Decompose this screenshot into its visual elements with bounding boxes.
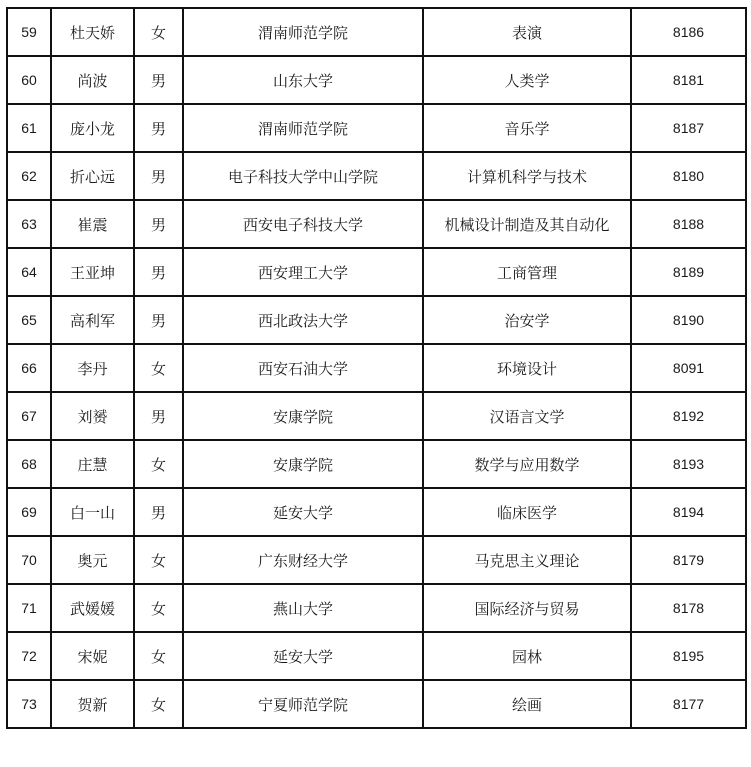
table-row: [7, 200, 746, 248]
gender: 女: [134, 584, 183, 632]
student-name: 贺新: [51, 680, 134, 728]
table-row: [7, 488, 746, 536]
school: 宁夏师范学院: [183, 680, 423, 728]
table-row: [7, 584, 746, 632]
student-name: 庄慧: [51, 440, 134, 488]
school: 西安石油大学: [183, 344, 423, 392]
school: 广东财经大学: [183, 536, 423, 584]
student-name: 尚波: [51, 56, 134, 104]
table-row: [7, 152, 746, 200]
code: 8186: [631, 8, 746, 56]
student-name: 白一山: [51, 488, 134, 536]
row-number: 70: [7, 536, 51, 584]
row-number: 73: [7, 680, 51, 728]
row-number: 64: [7, 248, 51, 296]
row-number: 67: [7, 392, 51, 440]
row-number: 60: [7, 56, 51, 104]
major: 国际经济与贸易: [423, 584, 631, 632]
table-row: [7, 296, 746, 344]
major: 表演: [423, 8, 631, 56]
major: 汉语言文学: [423, 392, 631, 440]
row-number: 71: [7, 584, 51, 632]
row-number: 72: [7, 632, 51, 680]
major: 环境设计: [423, 344, 631, 392]
major: 工商管理: [423, 248, 631, 296]
code: 8189: [631, 248, 746, 296]
table-row: [7, 8, 746, 56]
code: 8188: [631, 200, 746, 248]
student-name: 折心远: [51, 152, 134, 200]
gender: 女: [134, 680, 183, 728]
table-row: [7, 536, 746, 584]
gender: 女: [134, 440, 183, 488]
table-row: [7, 344, 746, 392]
gender: 男: [134, 248, 183, 296]
code: 8179: [631, 536, 746, 584]
student-name: 王亚坤: [51, 248, 134, 296]
table-row: [7, 56, 746, 104]
gender: 男: [134, 104, 183, 152]
table-row: [7, 440, 746, 488]
table-row: [7, 680, 746, 728]
gender: 女: [134, 632, 183, 680]
row-number: 61: [7, 104, 51, 152]
major: 马克思主义理论: [423, 536, 631, 584]
major: 园林: [423, 632, 631, 680]
gender: 男: [134, 152, 183, 200]
code: 8091: [631, 344, 746, 392]
row-number: 62: [7, 152, 51, 200]
school: 延安大学: [183, 488, 423, 536]
gender: 男: [134, 200, 183, 248]
school: 电子科技大学中山学院: [183, 152, 423, 200]
major: 人类学: [423, 56, 631, 104]
code: 8195: [631, 632, 746, 680]
major: 绘画: [423, 680, 631, 728]
gender: 男: [134, 392, 183, 440]
code: 8180: [631, 152, 746, 200]
code: 8193: [631, 440, 746, 488]
row-number: 68: [7, 440, 51, 488]
school: 渭南师范学院: [183, 8, 423, 56]
student-name: 奥元: [51, 536, 134, 584]
roster-table: [6, 7, 747, 729]
table-row: [7, 392, 746, 440]
row-number: 59: [7, 8, 51, 56]
code: 8181: [631, 56, 746, 104]
student-name: 刘赟: [51, 392, 134, 440]
school: 延安大学: [183, 632, 423, 680]
major: 临床医学: [423, 488, 631, 536]
gender: 男: [134, 56, 183, 104]
student-name: 高利军: [51, 296, 134, 344]
row-number: 69: [7, 488, 51, 536]
row-number: 63: [7, 200, 51, 248]
school: 安康学院: [183, 392, 423, 440]
gender: 女: [134, 344, 183, 392]
code: 8177: [631, 680, 746, 728]
school: 安康学院: [183, 440, 423, 488]
table-row: [7, 104, 746, 152]
code: 8190: [631, 296, 746, 344]
student-name: 李丹: [51, 344, 134, 392]
code: 8187: [631, 104, 746, 152]
school: 西安电子科技大学: [183, 200, 423, 248]
code: 8178: [631, 584, 746, 632]
school: 西安理工大学: [183, 248, 423, 296]
table-row: [7, 632, 746, 680]
student-name: 武媛媛: [51, 584, 134, 632]
school: 燕山大学: [183, 584, 423, 632]
roster-body: [7, 8, 746, 728]
major: 治安学: [423, 296, 631, 344]
code: 8194: [631, 488, 746, 536]
student-name: 杜天娇: [51, 8, 134, 56]
gender: 女: [134, 536, 183, 584]
major: 音乐学: [423, 104, 631, 152]
school: 渭南师范学院: [183, 104, 423, 152]
row-number: 65: [7, 296, 51, 344]
table-row: [7, 248, 746, 296]
student-name: 崔震: [51, 200, 134, 248]
gender: 男: [134, 296, 183, 344]
code: 8192: [631, 392, 746, 440]
gender: 男: [134, 488, 183, 536]
major: 机械设计制造及其自动化: [423, 200, 631, 248]
school: 山东大学: [183, 56, 423, 104]
major: 数学与应用数学: [423, 440, 631, 488]
major: 计算机科学与技术: [423, 152, 631, 200]
gender: 女: [134, 8, 183, 56]
school: 西北政法大学: [183, 296, 423, 344]
row-number: 66: [7, 344, 51, 392]
student-name: 庞小龙: [51, 104, 134, 152]
student-name: 宋妮: [51, 632, 134, 680]
